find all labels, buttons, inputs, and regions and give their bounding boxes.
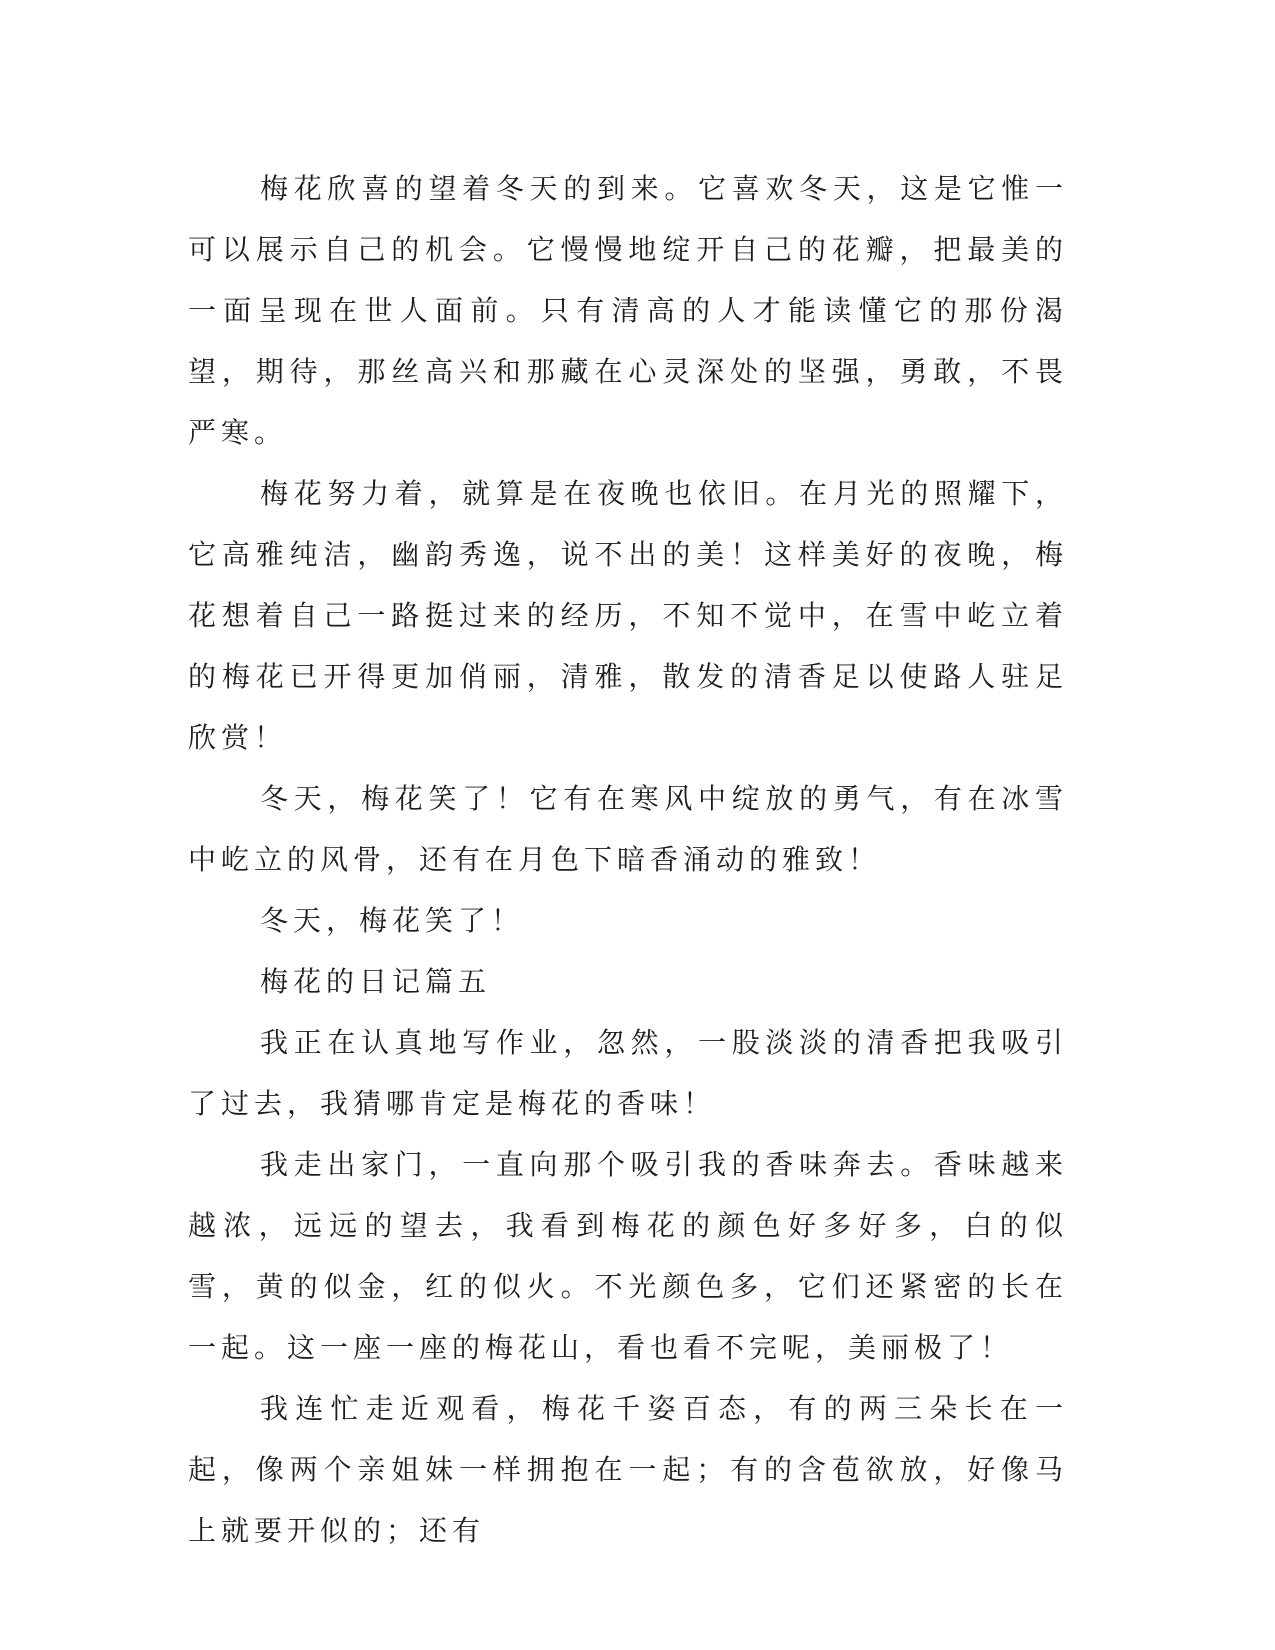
section-heading: 梅花的日记篇五 xyxy=(260,965,492,998)
paragraph-4: 冬天，梅花笑了！ xyxy=(260,904,525,937)
paragraph-7: 我连忙走近观看，梅花千姿百态，有的两三朵长在一起，像两个亲姐妹一样拥抱在一起；有的含苞欲放，好像马上就要开似的；还有 xyxy=(188,1392,1068,1547)
paragraph-2: 梅花努力着，就算是在夜晚也依旧。在月光的照耀下，它高雅纯洁，幽韵秀逸，说不出的美！这样美好的夜晚，梅花想着自己一路挺过来的经历，不知不觉中，在雪中屹立着的梅花已开得更加俏丽，清雅，散发的清香足以使路人驻足欣赏！ xyxy=(188,477,1068,754)
paragraph-6: 我走出家门，一直向那个吸引我的香味奔去。香味越来越浓，远远的望去，我看到梅花的颜色好多好多，白的似雪，黄的似金，红的似火。不光颜色多，它们还紧密的长在一起。这一座一座的梅花山，看也看不完呢，美丽极了！ xyxy=(188,1148,1068,1364)
paragraph-1: 梅花欣喜的望着冬天的到来。它喜欢冬天，这是它惟一可以展示自己的机会。它慢慢地绽开自己的花瓣，把最美的一面呈现在世人面前。只有清高的人才能读懂它的那份渴望，期待，那丝高兴和那藏在心灵深处的坚强，勇敢，不畏严寒。 xyxy=(188,172,1068,449)
paragraph-3: 冬天，梅花笑了！它有在寒风中绽放的勇气，有在冰雪中屹立的风骨，还有在月色下暗香涌动的雅致！ xyxy=(188,782,1068,876)
document-body xyxy=(188,158,1068,1561)
paragraph-5: 我正在认真地写作业，忽然，一股淡淡的清香把我吸引了过去，我猜哪肯定是梅花的香味！ xyxy=(188,1026,1068,1120)
